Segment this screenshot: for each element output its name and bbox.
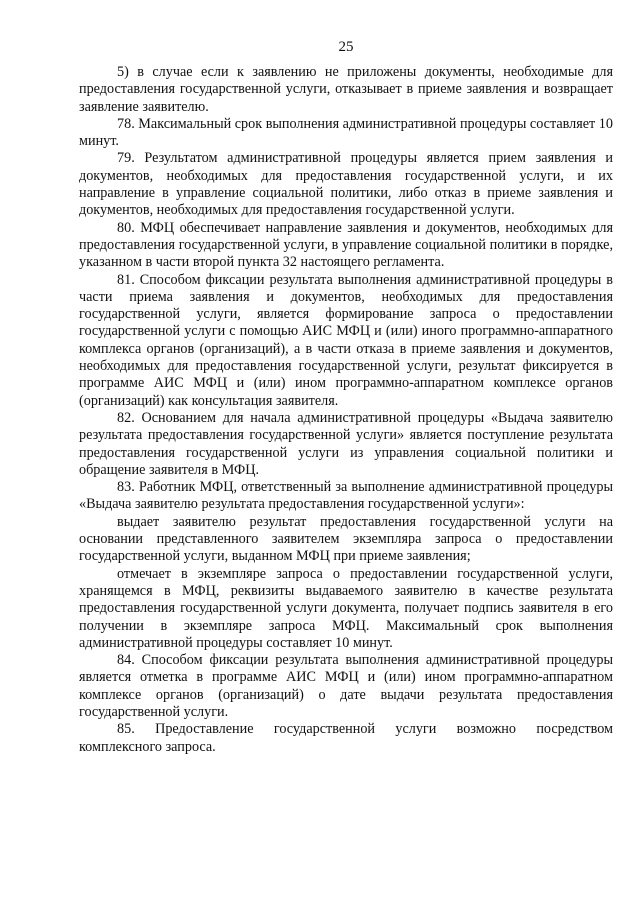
paragraph-81-result-recording: 81. Способом фиксации результата выполнения административной процедуры в части приема заявления и документов, необходимых для предоставления государственной услуги, является формирование запроса о предоставлении государственной услуги с помощью АИС МФЦ и (или) иного программно-аппаратного комплекса органов (организаций), а в части отказа в приеме заявления и документов, необходимых для предоставления государственной услуги, результат фиксируется в программе АИС МФЦ и (или) ином программно-аппаратном комплексе органов (организаций) как консультация заявителя. [79, 271, 613, 409]
paragraph-79-procedure-result: 79. Результатом административной процедуры является прием заявления и документов, необходимых для предоставления государственной услуги, и их направление в управление социальной политики, либо отказ в приеме заявления и документов, необходимых для предоставления государственной услуги. [79, 150, 613, 219]
paragraph-83-issue-result: выдает заявителю результат предоставления государственной услуги на основании представленного заявителем экземпляра запроса о предоставлении государственной услуги, выданном МФЦ при приеме заявления; [79, 513, 613, 565]
paragraph-78-max-duration: 78. Максимальный срок выполнения административной процедуры составляет 10 минут. [79, 115, 613, 150]
paragraph-83-mfc-worker: 83. Работник МФЦ, ответственный за выполнение административной процедуры «Выдача заявителю результата предоставления государственной услуги»: [79, 479, 613, 513]
paragraph-item-5-refusal: 5) в случае если к заявлению не приложены документы, необходимые для предоставления государственной услуги, отказывает в приеме заявления и возвращает заявление заявителю. [79, 64, 613, 115]
paragraph-83-mark-request: отмечает в экземпляре запроса о предоставлении государственной услуги, хранящемся в МФЦ, реквизиты выдаваемого заявителю в качестве результата предоставления государственной услуги документа, получает подпись заявителя в его получении в экземпляре запроса МФЦ. Максимальный срок выполнения административной процедуры составляет 10 минут. [79, 565, 613, 651]
paragraph-82-procedure-basis: 82. Основанием для начала административной процедуры «Выдача заявителю результата предоставления государственной услуги» является поступление результата предоставления государственной услуги из управления социальной политики и обращение заявителя в МФЦ. [79, 409, 613, 478]
document-body [79, 64, 613, 756]
paragraph-85-complex-request: 85. Предоставление государственной услуги возможно посредством комплексного запроса. [79, 721, 613, 755]
page-number: 25 [338, 39, 354, 55]
paragraph-80-mfc-forwarding: 80. МФЦ обеспечивает направление заявления и документов, необходимых для предоставления государственной услуги, в управление социальной политики в порядке, указанном в части второй пункта 32 настоящего регламента. [79, 219, 613, 271]
paragraph-84-issue-recording: 84. Способом фиксации результата выполнения административной процедуры является отметка в программе АИС МФЦ и (или) ином программно-аппаратном комплексе органов (организаций) о дате выдачи результата предоставления государственной услуги. [79, 652, 613, 720]
document-page [79, 0, 613, 905]
